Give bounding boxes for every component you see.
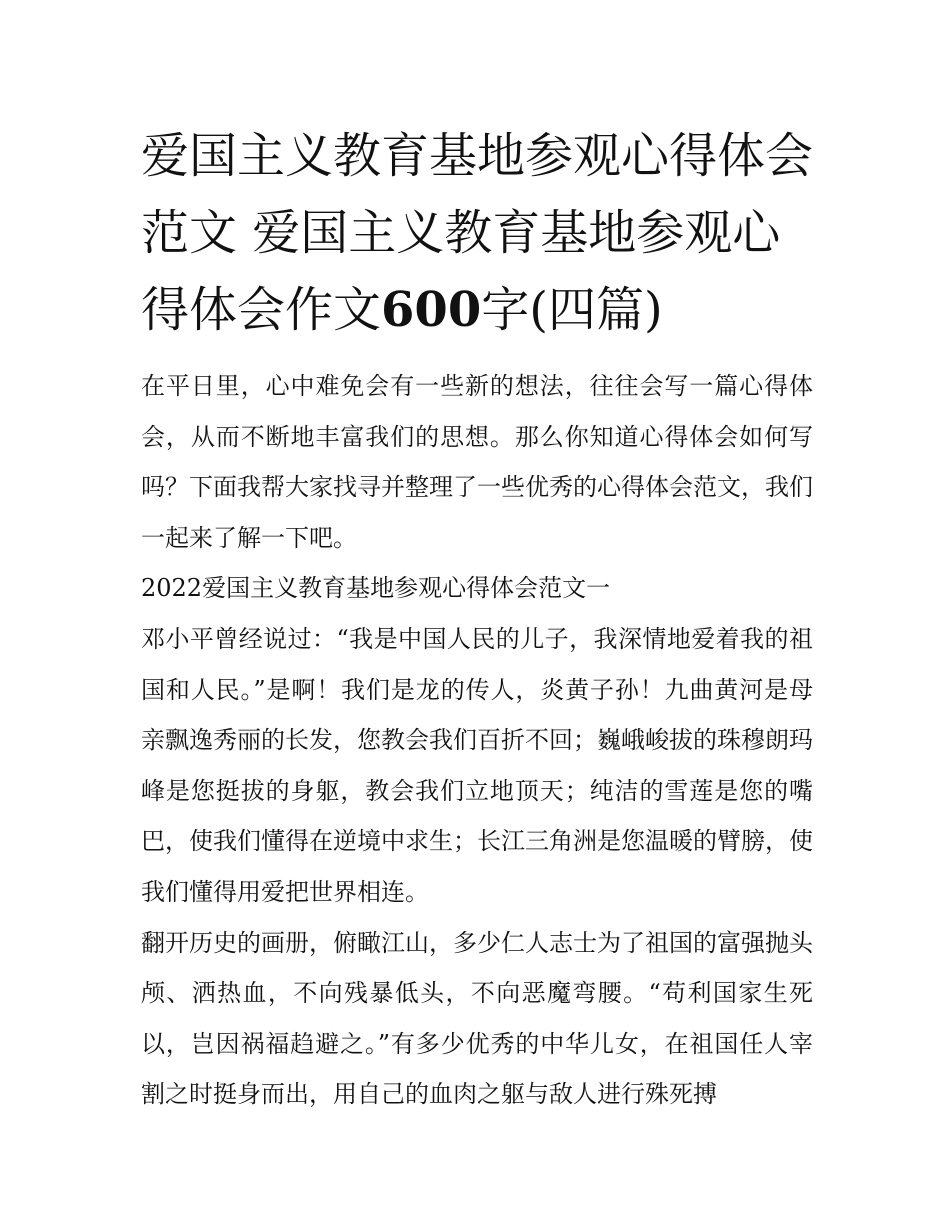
- body-paragraph-1: 邓小平曾经说过：“我是中国人民的儿子，我深情地爱着我的祖国和人民。”是啊！我们是龙的传人，炎黄子孙！九曲黄河是母亲飘逸秀丽的长发，您教会我们百折不回；巍峨峻拔的珠穆朗玛峰是您挺拔的身躯，教会我们立地顶天；纯洁的雪莲是您的嘴巴，使我们懂得在逆境中求生；长江三角洲是您温暖的臂膀，使我们懂得用爱把世界相连。: [141, 624, 813, 906]
- title-number: 600: [381, 282, 482, 338]
- title-text-part1: 爱国主义教育基地参观心得体会范文 爱国主义教育基地参观心得体会作文: [141, 128, 814, 338]
- document-title: [141, 118, 813, 349]
- section-heading: 2022爱国主义教育基地参观心得体会范文一: [141, 574, 611, 603]
- body-paragraph-2: 翻开历史的画册，俯瞰江山，多少仁人志士为了祖国的富强抛头颅、洒热血，不向残暴低头，不向恶魔弯腰。“苟利国家生死以，岂因祸福趋避之。”有多少优秀的中华儿女，在祖国任人宰割之时挺身而出，用自己的血肉之躯与敌人进行殊死搏: [141, 928, 813, 1109]
- title-text-part2: 字(四篇): [481, 282, 663, 338]
- document-page: [141, 118, 813, 1120]
- intro-paragraph: 在平日里，心中难免会有一些新的想法，往往会写一篇心得体会，从而不断地丰富我们的思想。那么你知道心得体会如何写吗？下面我帮大家找寻并整理了一些优秀的心得体会范文，我们一起来了解一下吧。: [141, 372, 813, 552]
